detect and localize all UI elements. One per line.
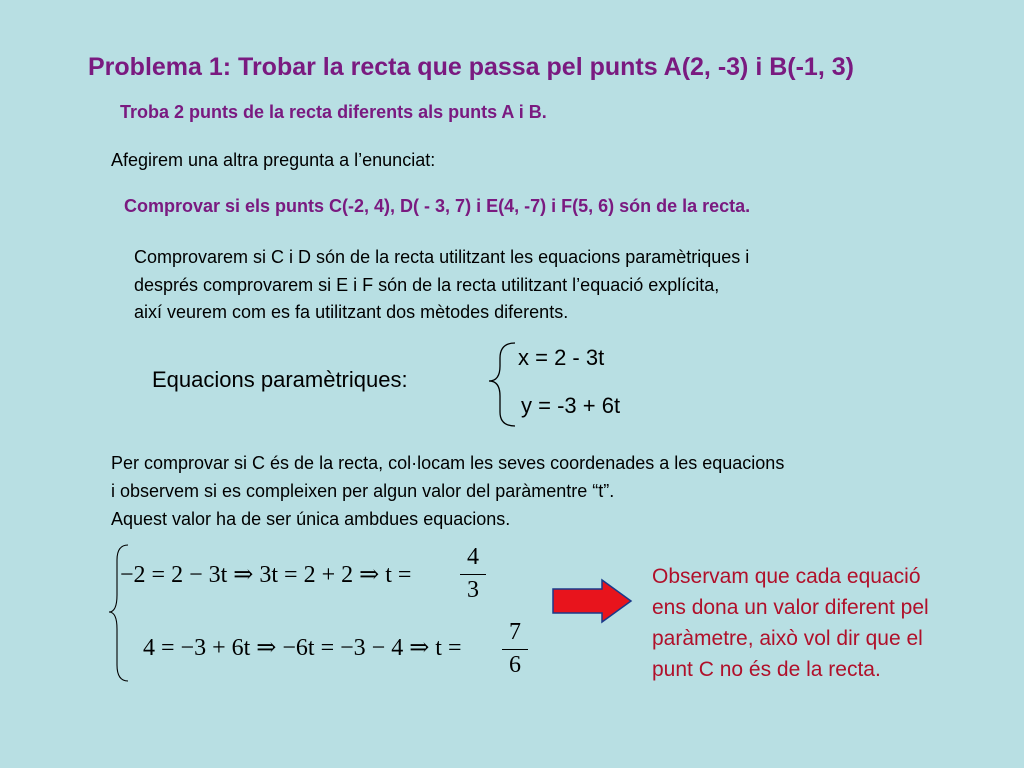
paragraph-check <box>111 449 784 533</box>
fraction-7-6 <box>502 619 528 680</box>
paragraph-line: i observem si es compleixen per algun valor del paràmentre “t”. <box>111 481 615 501</box>
note-line: punt C no és de la recta. <box>652 658 881 681</box>
fraction-bar <box>460 574 486 575</box>
paragraph-line: Comprovarem si C i D són de la recta utilitzant les equacions paramètriques i <box>134 247 750 267</box>
paragraph-methods <box>134 244 749 327</box>
fraction-bar <box>502 649 528 650</box>
paragraph-line: després comprovarem si E i F són de la recta utilitzant l’equació explícita, <box>134 274 720 295</box>
right-arrow-icon <box>553 580 631 622</box>
question-text: Comprovar si els punts C(-2, 4), D( - 3, 7) i E(4, -7) i F(5, 6) són de la recta. <box>124 196 751 216</box>
conclusion-note <box>652 561 929 685</box>
system-equation-2: 4 = −3 + 6t ⇒ −6t = −3 − 4 ⇒ t = <box>143 635 462 661</box>
param-equation-y: y = -3 + 6t <box>521 393 621 418</box>
system-equation-1: −2 = 2 − 3t ⇒ 3t = 2 + 2 ⇒ t = <box>120 562 412 588</box>
subtitle: Troba 2 punts de la recta diferents als punts A i B. <box>120 102 547 122</box>
note-line: ens dona un valor diferent pel <box>652 596 929 619</box>
fraction-denominator: 6 <box>509 652 521 678</box>
fraction-numerator: 7 <box>509 619 521 645</box>
note-line: paràmetre, això vol dir que el <box>652 627 923 650</box>
param-equation-x: x = 2 - 3t <box>518 345 605 370</box>
fraction-denominator: 3 <box>467 577 479 603</box>
paragraph-line: així veurem com es fa utilitzant dos mètodes diferents. <box>134 302 569 322</box>
param-equations-label: Equacions paramètriques: <box>152 367 408 392</box>
page-title: Problema 1: Trobar la recta que passa pel punts A(2, -3) i B(-1, 3) <box>88 53 854 81</box>
fraction-4-3 <box>460 544 486 605</box>
paragraph-line: Aquest valor ha de ser única ambdues equacions. <box>111 509 511 529</box>
note-line: Observam que cada equació <box>652 565 921 588</box>
fraction-numerator: 4 <box>467 544 479 570</box>
paragraph-line: Per comprovar si C és de la recta, col·locam les seves coordenades a les equacions <box>111 453 785 473</box>
intro-text: Afegirem una altra pregunta a l’enunciat: <box>111 150 436 170</box>
param-brace-icon <box>489 343 515 426</box>
